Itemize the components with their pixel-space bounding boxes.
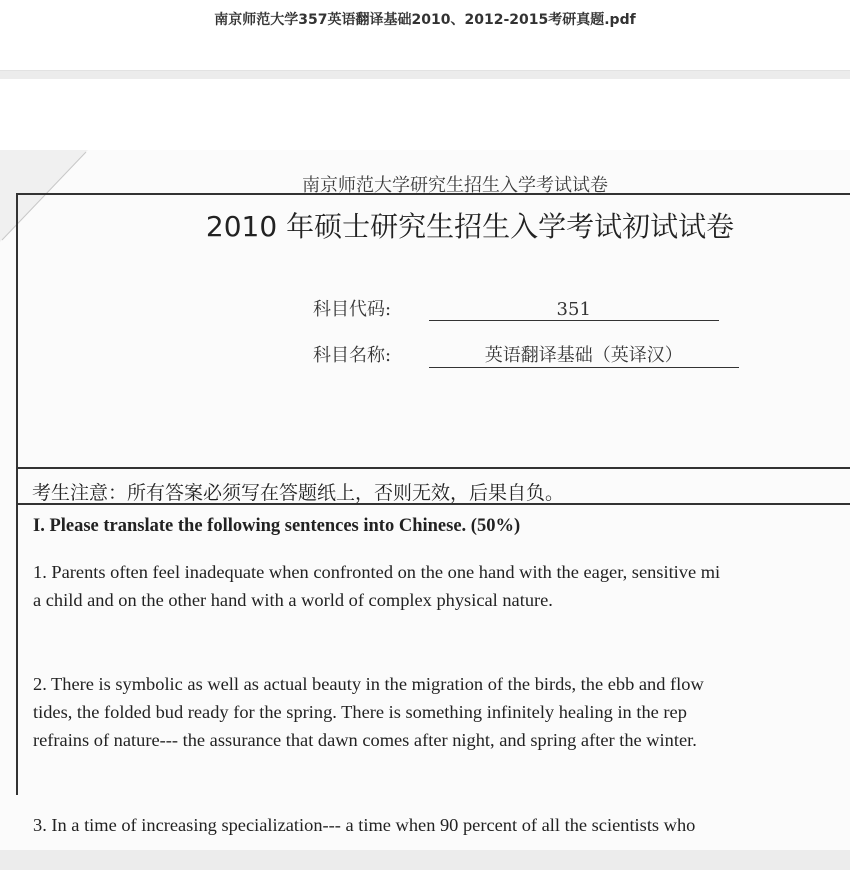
exam-notice: 考生注意：所有答案必须写在答题纸上，否则无效，后果自负。 xyxy=(32,482,565,504)
question-2-line-1: 2. There is symbolic as well as actual beauty in the migration of the birds, the ebb and flow xyxy=(33,674,704,694)
question-3-line-1: 3. In a time of increasing specialization--- a time when 90 percent of all the scientists who xyxy=(33,815,696,835)
page-separator xyxy=(0,71,850,79)
subject-code-value: 351 xyxy=(429,299,719,321)
pdf-page-viewer[interactable] xyxy=(0,79,850,850)
subject-name-row xyxy=(313,341,739,368)
document-filename: 南京师范大学357英语翻译基础2010、2012-2015考研真题.pdf xyxy=(214,12,636,28)
viewer-bottom-bar xyxy=(0,850,850,870)
university-header: 南京师范大学研究生招生入学考试试卷 xyxy=(302,175,608,196)
question-1-line-2: a child and on the other hand with a world of complex physical nature. xyxy=(33,590,553,610)
subject-name-label: 科目名称: xyxy=(313,345,392,366)
notice-top-rule xyxy=(16,467,850,469)
subject-code-row xyxy=(313,295,719,321)
subject-name-value: 英语翻译基础（英译汉） xyxy=(429,341,739,368)
question-2-line-2: tides, the folded bud ready for the spring. There is something infinitely healing in the rep xyxy=(33,702,687,722)
subject-code-label: 科目代码: xyxy=(313,299,392,320)
question-1-line-1: 1. Parents often feel inadequate when confronted on the one hand with the eager, sensitive mi xyxy=(33,562,721,582)
notice-bottom-rule xyxy=(16,503,850,505)
document-title-bar xyxy=(0,0,850,71)
question-2-line-3: refrains of nature--- the assurance that dawn comes after night, and spring after the winter. xyxy=(33,730,697,750)
exam-title: 2010 年硕士研究生招生入学考试初试试卷 xyxy=(205,210,735,243)
section-heading: I. Please translate the following sentences into Chinese. (50%) xyxy=(33,516,521,536)
